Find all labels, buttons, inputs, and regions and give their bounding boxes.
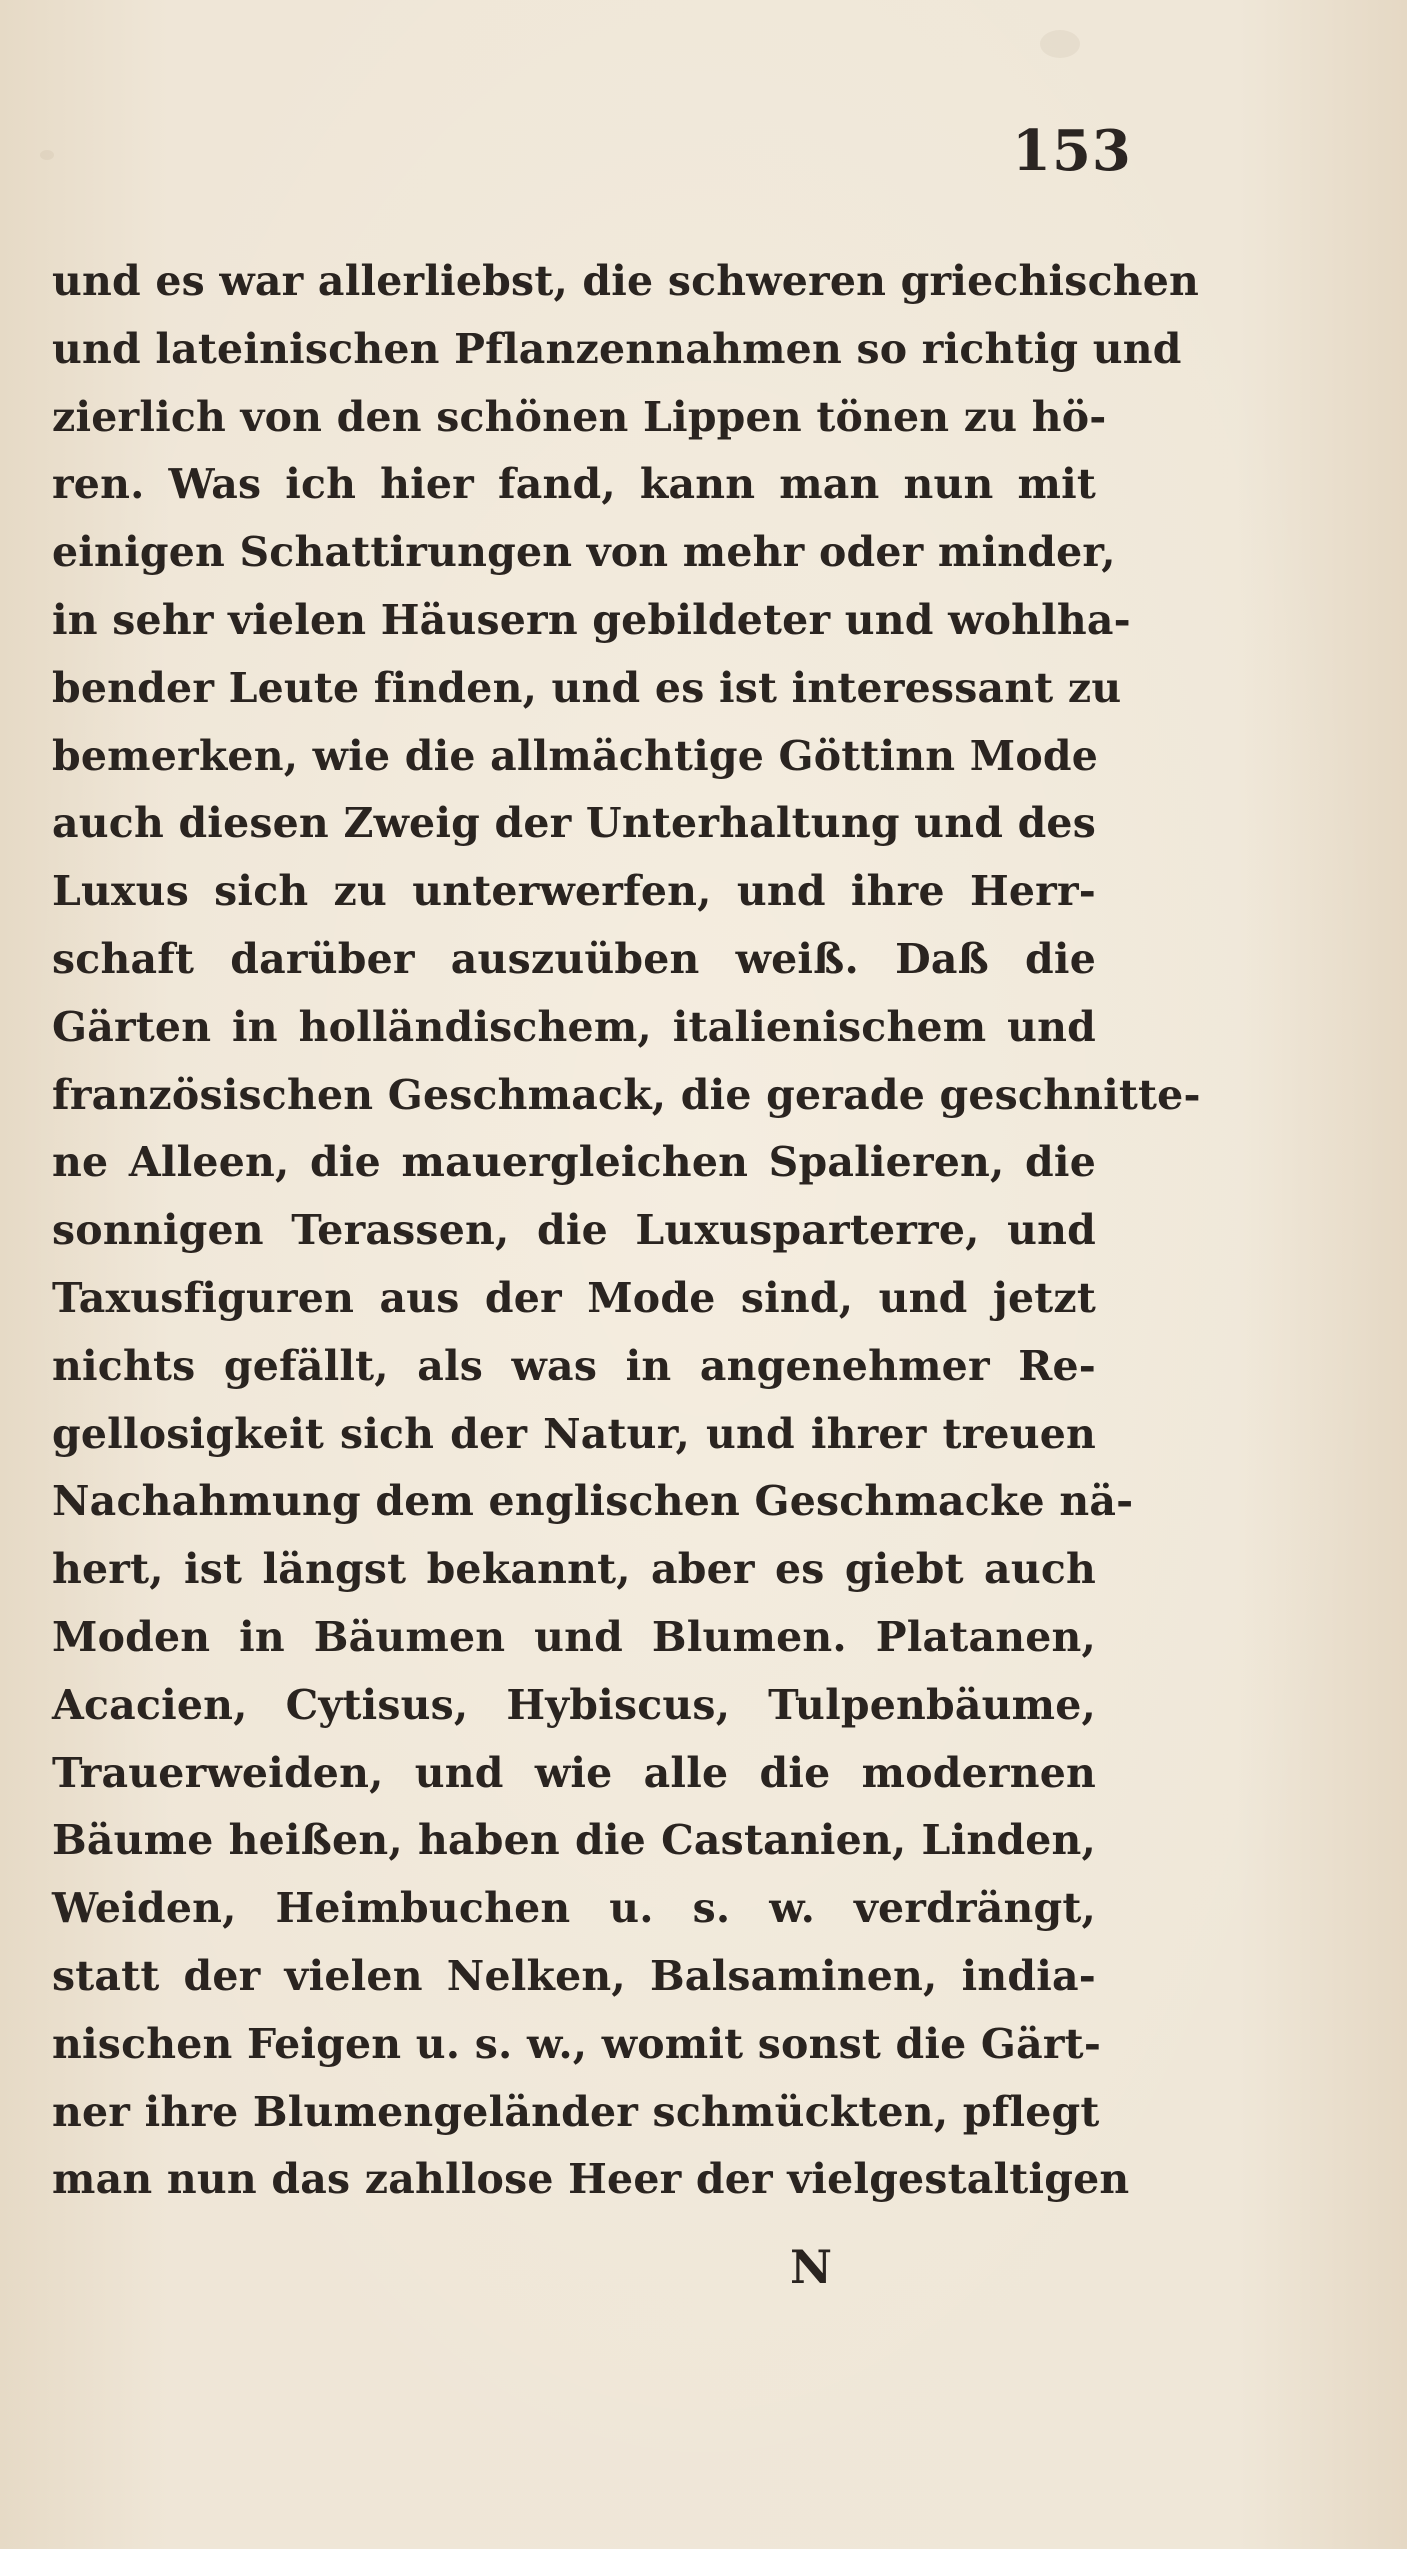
text-line: ner ihre Blumengeländer schmückten, pflegt [52,2087,1100,2136]
text-line: man nun das zahllose Heer der vielgestaltigen [52,2155,1130,2204]
text-line: Trauerweiden, und wie alle die modernen [52,1748,1096,1797]
text-line: auch diesen Zweig der Unterhaltung und des [52,799,1096,848]
text-line: Luxus sich zu unterwerfen, und ihre Herr- [52,867,1096,916]
paper-stain [40,150,54,160]
text-line: Moden in Bäumen und Blumen. Platanen, [52,1612,1096,1661]
text-line: Weiden, Heimbuchen u. s. w. verdrängt, [52,1884,1096,1933]
text-line: und es war allerliebst, die schweren griechischen [52,257,1200,305]
text-line: schaft darüber auszuüben weiß. Daß die [52,934,1096,983]
text-line: zierlich von den schönen Lippen tönen zu hö- [52,392,1107,441]
paper-stain [1040,30,1080,58]
text-line: nichts gefällt, als was in angenehmer Re- [52,1341,1096,1390]
text-line: Gärten in holländischem, italienischem und [52,1002,1096,1051]
text-line: Bäume heißen, haben die Castanien, Linden, [52,1816,1096,1865]
text-line: einigen Schattirungen von mehr oder minder, [52,528,1116,577]
body-text [52,248,1201,2214]
text-line: sonnigen Terassen, die Luxusparterre, und [52,1206,1096,1255]
text-line: ne Alleen, die mauergleichen Spalieren, die [52,1138,1096,1187]
text-line: Taxusfiguren aus der Mode sind, und jetzt [52,1273,1096,1322]
text-line: französischen Geschmack, die gerade geschnitte- [52,1070,1201,1119]
text-line: bender Leute finden, und es ist interessant zu [52,663,1122,712]
text-line: hert, ist längst bekannt, aber es giebt auch [52,1545,1096,1594]
text-line: statt der vielen Nelken, Balsaminen, india- [52,1951,1096,2000]
text-line: Nachahmung dem englischen Geschmacke nä- [52,1477,1134,1526]
page-number: 153 [1012,118,1132,184]
text-line: in sehr vielen Häusern gebildeter und wohlha- [52,595,1131,644]
text-line: Acacien, Cytisus, Hybiscus, Tulpenbäume, [52,1680,1096,1729]
text-line: bemerken, wie die allmächtige Göttinn Mode [52,731,1099,780]
catchword: N [790,2240,833,2294]
text-line: gellosigkeit sich der Natur, und ihrer treuen [52,1409,1096,1458]
text-line: nischen Feigen u. s. w., womit sonst die Gärt- [52,2019,1102,2068]
text-line: ren. Was ich hier fand, kann man nun mit [52,460,1096,509]
text-line: und lateinischen Pflanzennahmen so richtig und [52,324,1182,373]
